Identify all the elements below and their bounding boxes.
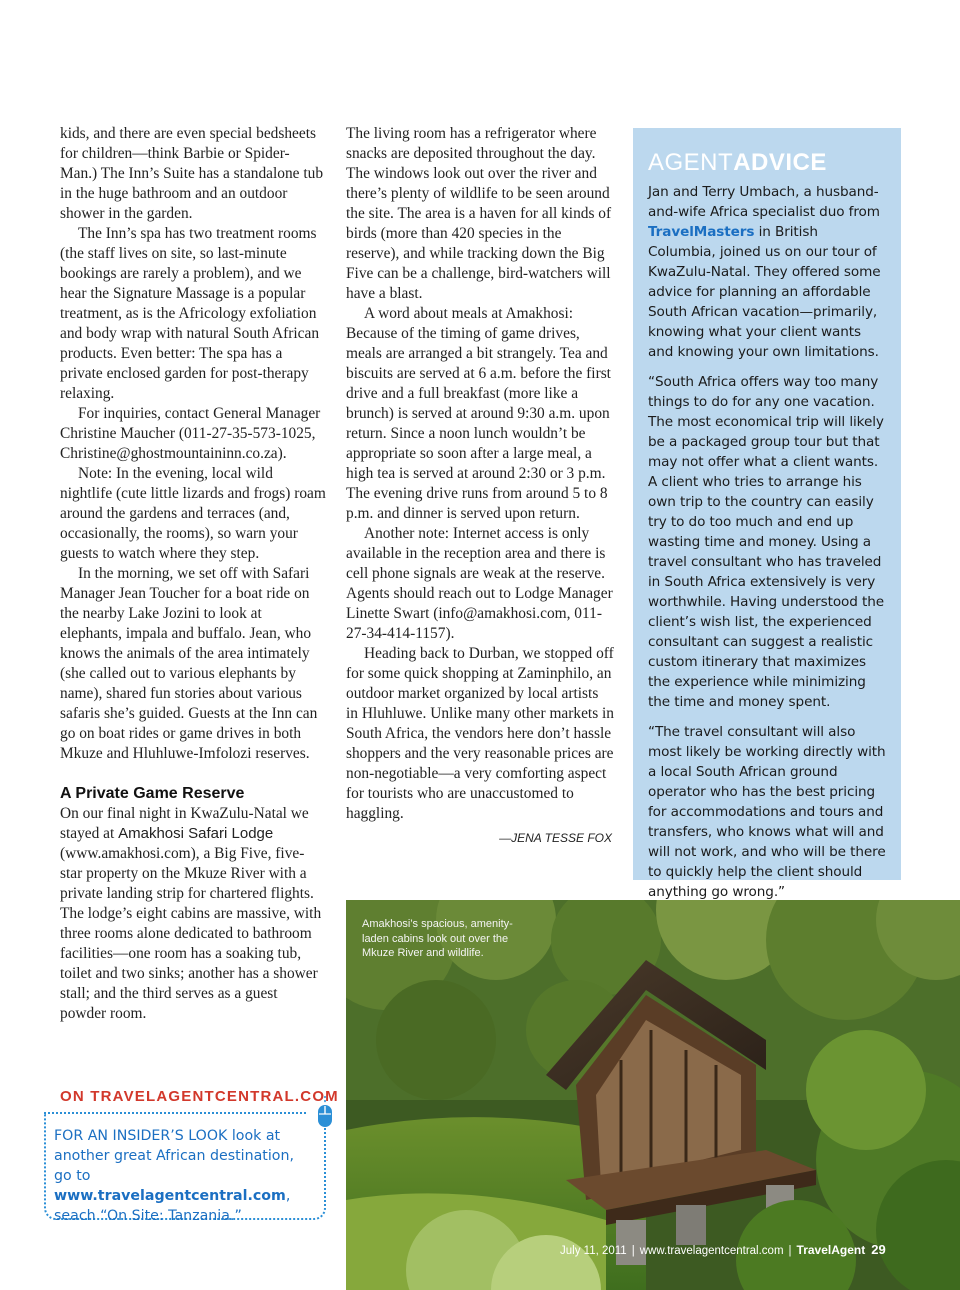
paragraph: kids, and there are even special bedsheets for children—think Barbie or Spider-Man.) The Inn’s Suite has a standalone tub in the huge bathroom and an outdoor shower in the garden. bbox=[60, 125, 324, 222]
paragraph: In the morning, we set off with Safari Manager Jean Toucher for a boat ride on the nearby Lake Jozini to look at elephants, impala and buffalo. Jean, who knows the animals of the area intimately (she called out to various elephants by name), shared fun stories about various safaris she’s guided. Guests at the Inn can go on boat rides or game drives in both Mkuze and Hluhluwe-Imfolozi reserves. bbox=[60, 565, 318, 762]
footer-site-url: www.travelagentcentral.com bbox=[639, 1245, 784, 1257]
article-column-2 bbox=[346, 124, 614, 848]
paragraph: The living room has a refrigerator where snacks are deposited throughout the day. The windows look out over the river and there’s plenty of wildlife to be seen around the site. The area is a haven for all kinds of birds (more than 420 species in the reserve), and while tracking down the Big Five can be a challenge, bird-watchers will have a blast. bbox=[346, 125, 612, 302]
sidebar-paragraph: “The travel consultant will also most likely be working directly with a local South African ground operator who has the best pricing for accommodations and tours and transfers, who knows what will and will not work, and who will be there to quickly help the client should anything go wrong.” bbox=[648, 724, 886, 900]
lodge-name: Amakhosi Safari Lodge bbox=[118, 825, 274, 842]
sidebar-text: in British Columbia, joined us on our tour of KwaZulu-Natal. They offered some advice for planning an affordable South African vacation—primarily, knowing what your client wants and knowing your own limitations. bbox=[648, 224, 881, 360]
sidebar-heading-bold: ADVICE bbox=[733, 149, 827, 176]
paragraph: Heading back to Durban, we stopped off for some quick shopping at Zaminphilo, an outdoor market organized by local artists in Hluhluwe. Unlike many other markets in South Africa, the vendors here don’t hassle shoppers and the very reasonable prices are non-negotiable—a very comforting aspect for tourists who are unaccustomed to haggling. bbox=[346, 645, 614, 822]
footer-separator: | bbox=[631, 1245, 635, 1257]
magazine-name: TravelAgent bbox=[796, 1243, 866, 1257]
paragraph: Another note: Internet access is only available in the reception area and there is cell phone signals are weak at the reserve. Agents should reach out to Lodge Manager Linette Swart (info@amakhosi.com, 011-27-34-414-1157). bbox=[346, 525, 613, 642]
author-byline: —JENA TESSE FOX bbox=[499, 831, 612, 845]
paragraph: Note: In the evening, local wild nightlife (cute little lizards and frogs) roam around the gardens and terraces (and, occasionally, the rooms), so warn your guests to watch where they step. bbox=[60, 465, 326, 562]
page-number: 29 bbox=[871, 1242, 886, 1257]
agent-advice-sidebar bbox=[633, 128, 901, 900]
paragraph-text: (www.amakhosi.com), a Big Five, five-star property on the Mkuze River with a private landing strip for chartered flights. The lodge’s eight cabins are massive, with three rooms alone dedicated to bathroom facilities—one room has a soaking tub, toilet and two sinks; another has a shower stall; and the third serves as a guest powder room. bbox=[60, 845, 322, 1022]
paragraph: The Inn’s spa has two treatment rooms (the staff lives on site, so last-minute bookings are rarely a problem), and we hear the Signature Massage is a popular treatment, as is the Africology exfoliation and body wrap with natural South African products. Even better: The spa has a private enclosed garden for post-therapy relaxing. bbox=[60, 225, 320, 402]
computer-mouse-icon bbox=[316, 1096, 334, 1130]
sidebar-text: Jan and Terry Umbach, a husband-and-wife Africa specialist duo from bbox=[648, 184, 880, 220]
promo-title: ON TRAVELAGENTCENTRAL.COM bbox=[60, 1088, 339, 1105]
section-subheading: A Private Game Reserve bbox=[60, 785, 245, 802]
sidebar-paragraph bbox=[648, 182, 887, 362]
page-footer bbox=[560, 1242, 886, 1257]
article-column-1 bbox=[60, 124, 326, 1024]
paragraph bbox=[60, 804, 326, 1024]
paragraph: For inquiries, contact General Manager Christine Maucher (011-27-35-573-1025, Christine@ghostmountaininn.co.za). bbox=[60, 405, 321, 462]
promo-url-link[interactable]: www.travelagentcentral.com bbox=[54, 1188, 286, 1204]
sidebar-paragraph: “South Africa offers way too many things to do for any one vacation. The most economical trip will likely be a packaged group tour but that may not offer what a client wants. A client who tries to arrange his own trip to the country can easily try to do too much and end up wasting time and money. Using a travel consultant who has traveled in South Africa extensively is very worthwhile. Having understood the client’s wish list, the experienced consultant can suggest a realistic custom itinerary that maximizes the experience while minimizing the time and money spent. bbox=[648, 374, 885, 710]
promo-body: look at another great African destination, go to bbox=[54, 1128, 294, 1184]
sidebar-heading bbox=[648, 148, 887, 176]
brand-name: TravelMasters bbox=[648, 224, 755, 240]
sidebar-heading-light: AGENT bbox=[648, 149, 734, 176]
footer-separator: | bbox=[788, 1245, 792, 1257]
photo-caption: Amakhosi’s spacious, amenity-laden cabins look out over the Mkuze River and wildlife. bbox=[362, 918, 513, 959]
promo-tail: , seach “On Site: Tanzania.” bbox=[54, 1188, 291, 1224]
promo-lead: FOR AN INSIDER’S LOOK bbox=[54, 1128, 228, 1144]
issue-date: July 11, 2011 bbox=[560, 1245, 627, 1257]
paragraph-text: On our final night in KwaZulu-Natal we stayed at bbox=[60, 805, 309, 842]
paragraph: A word about meals at Amakhosi: Because of the timing of game drives, meals are arranged a bit strangely. Tea and biscuits are served at 6 a.m. before the first drive and a full breakfast (more like a brunch) is served at around 9:30 a.m. upon return. Since a noon lunch wouldn’t be appropriate so soon after a large meal, a high tea is served at around 2:30 or 3 p.m. The evening drive runs from around 5 to 8 p.m. and dinner is served upon return. bbox=[346, 305, 611, 522]
promo-text bbox=[54, 1126, 316, 1226]
